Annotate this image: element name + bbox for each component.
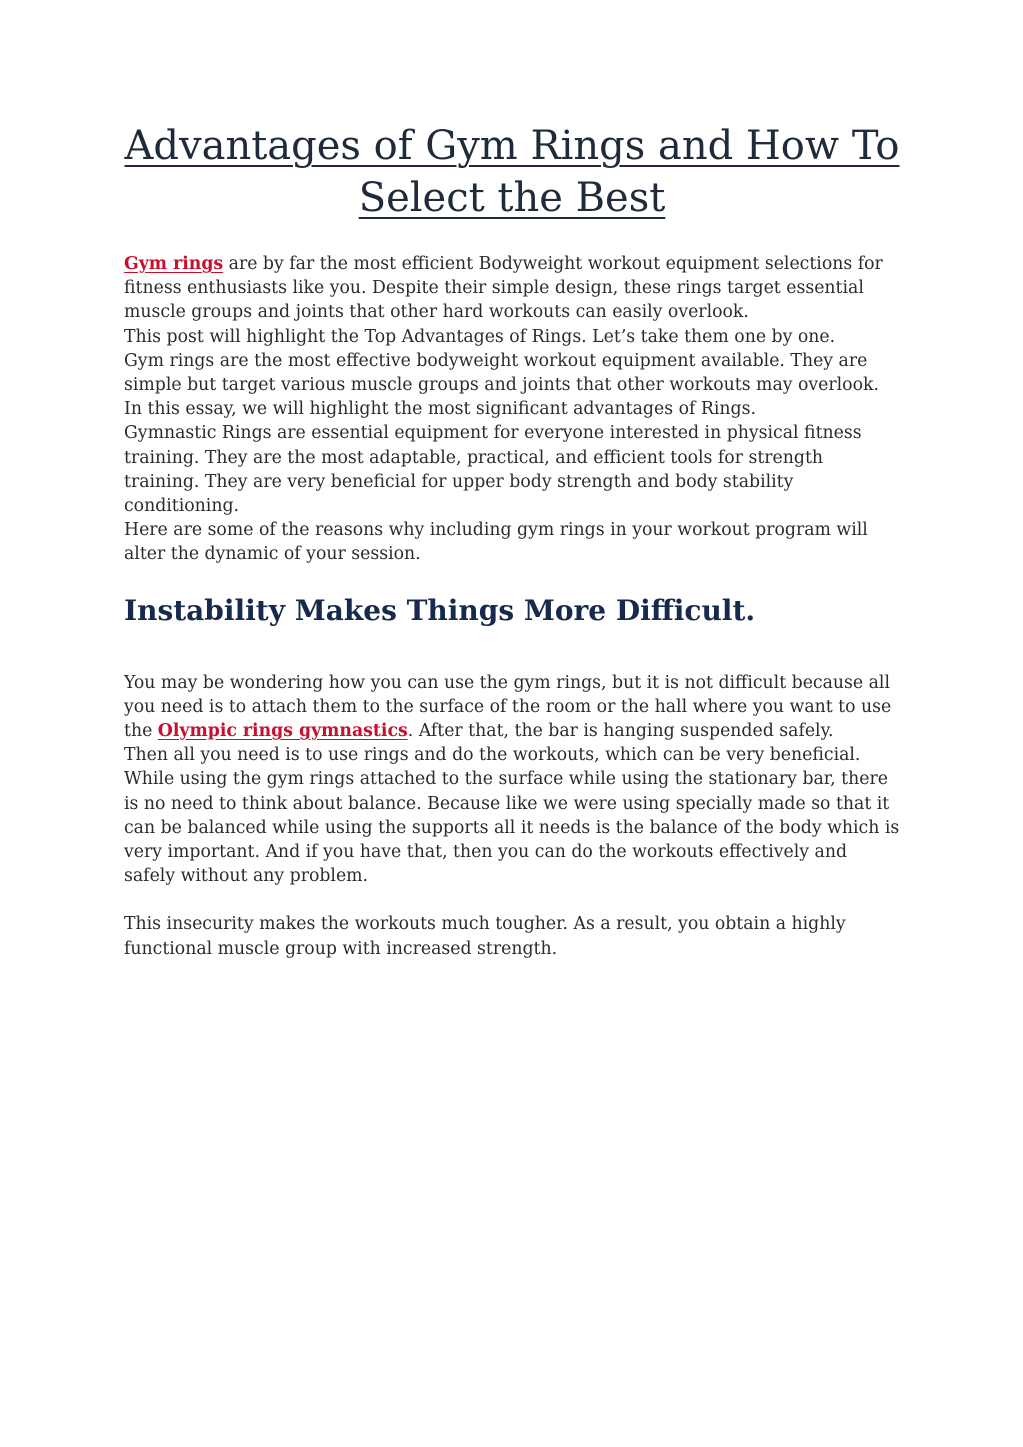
section-body	[124, 671, 900, 961]
intro-paragraph-4: Gymnastic Rings are essential equipment for everyone interested in physical fitness training. They are the most adaptable, practical, and efficient tools for strength training. They are very beneficial for upper body strength and body stability conditioning.	[124, 423, 862, 517]
section-paragraph-1	[124, 671, 900, 744]
intro-paragraph-1-text: are by far the most efficient Bodyweight workout equipment selections for fitness enthusiasts like you. Despite their simple design, these rings target essential muscle groups and joints that other hard workouts can easily overlook.	[124, 254, 883, 323]
section-paragraph-1-after: . After that, the bar is hanging suspended safely.	[407, 721, 834, 742]
paragraph-spacer	[124, 888, 900, 912]
intro-paragraph-1	[124, 252, 900, 325]
page-title	[124, 120, 900, 224]
section-paragraph-2: Then all you need is to use rings and do the workouts, which can be very beneficial.	[124, 745, 861, 766]
page-title-text: Advantages of Gym Rings and How To Select the Best	[124, 123, 900, 221]
section-paragraph-1-before: You may be wondering how you can use the gym rings, but it is not difficult because all you need is to attach them to the surface of the room or the hall where you want to use the	[124, 672, 892, 742]
intro-paragraph-3: Gym rings are the most effective bodyweight workout equipment available. They are simple but target various muscle groups and joints that other workouts may overlook. In this essay, we will highlight the most significant advantages of Rings.	[124, 350, 879, 420]
section-paragraph-4: This insecurity makes the workouts much tougher. As a result, you obtain a highly functional muscle group with increased strength.	[124, 914, 846, 959]
gym-rings-link[interactable]: Gym rings	[124, 254, 224, 274]
olympic-rings-link[interactable]: Olympic rings gymnastics	[157, 721, 408, 742]
intro-section	[124, 252, 900, 567]
section-paragraph-3: While using the gym rings attached to the surface while using the stationary bar, there is no need to think about balance. Because like we were using specially made so that it can be balanced while using the supports all it needs is the balance of the body which is very important. And if you have that, then you can do the workouts effectively and safely without any problem.	[124, 769, 900, 887]
section-heading: Instability Makes Things More Difficult.	[124, 593, 756, 627]
intro-paragraph-5: Here are some of the reasons why including gym rings in your workout program will alter the dynamic of your session.	[124, 520, 868, 565]
document-page	[124, 120, 900, 961]
intro-paragraph-2: This post will highlight the Top Advantages of Rings. Let’s take them one by one.	[124, 326, 836, 347]
